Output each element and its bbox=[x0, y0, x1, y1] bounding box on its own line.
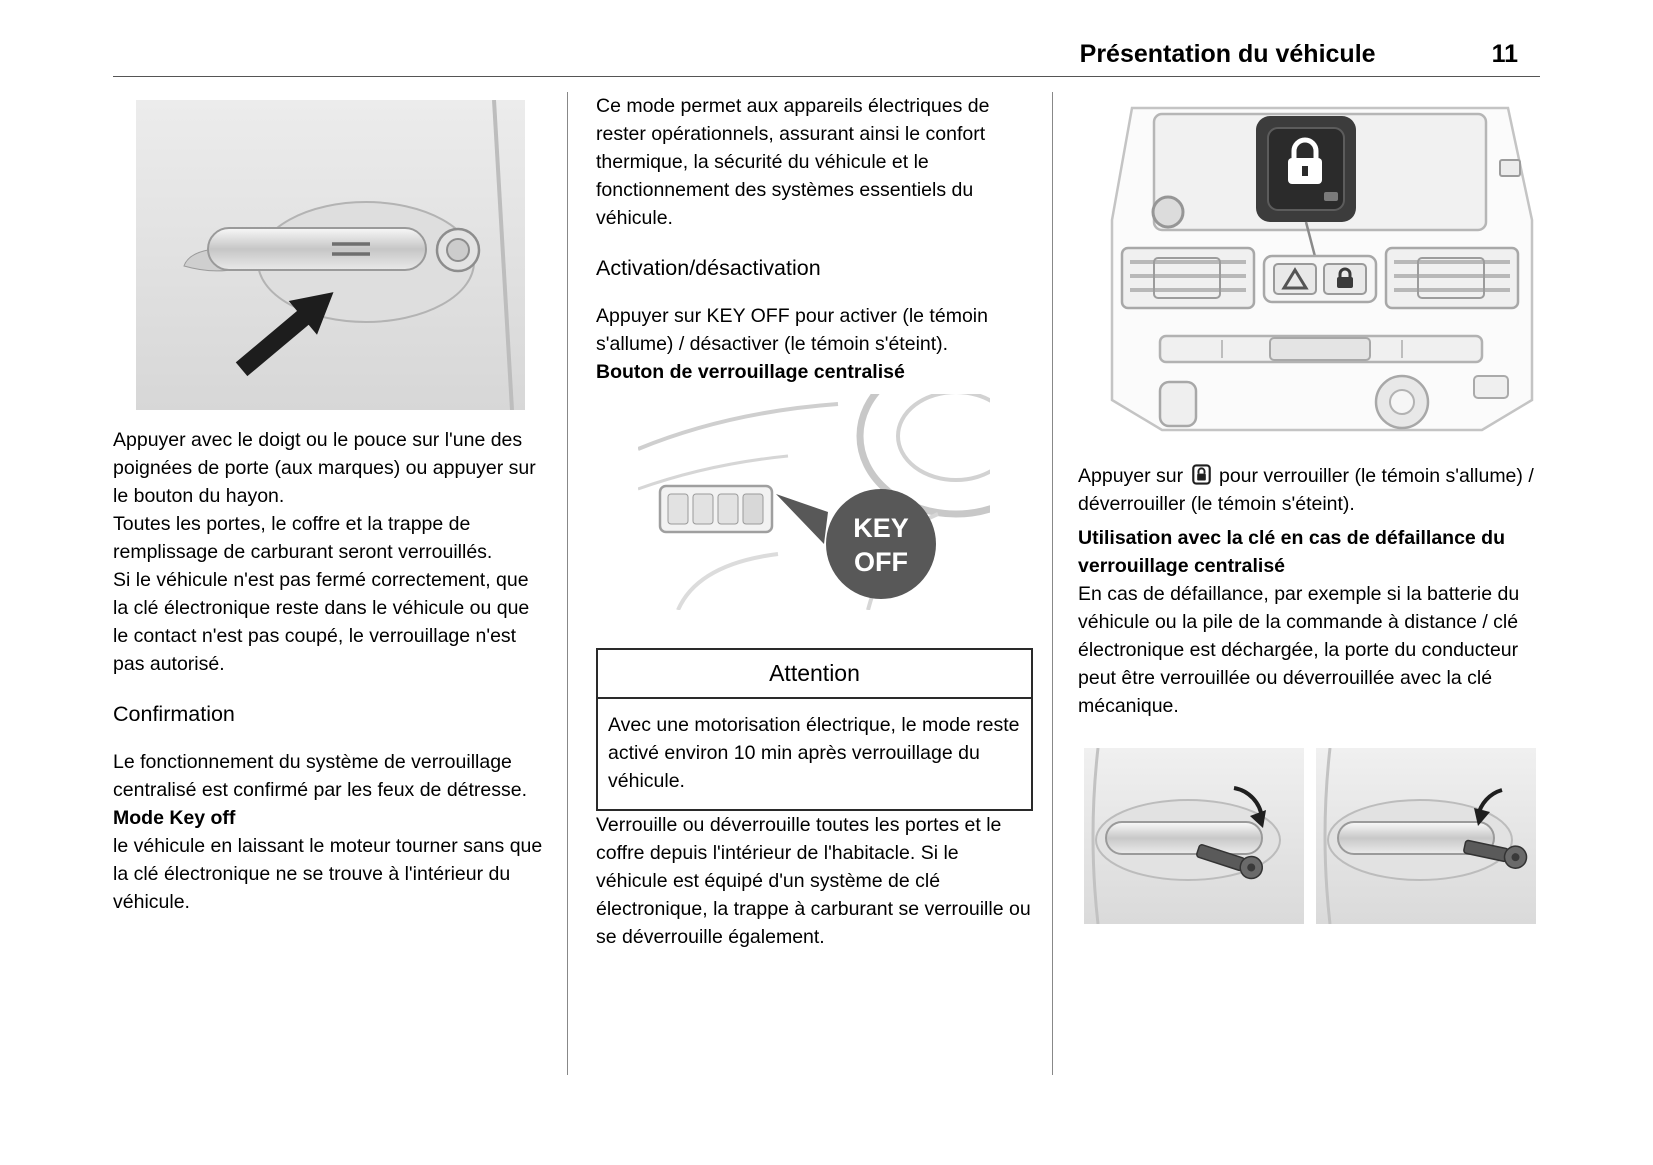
paragraph-text: pour verrouiller (le témoin s'allume) / déverrouiller (le témoin s'éteint). bbox=[1078, 465, 1534, 515]
key-off-label-line2: OFF bbox=[854, 547, 908, 577]
mechanical-key-illustration bbox=[1084, 748, 1536, 924]
door-handle-illustration bbox=[136, 100, 525, 410]
console-switch bbox=[1474, 376, 1508, 398]
paragraph bbox=[1078, 462, 1540, 518]
column-1 bbox=[113, 92, 545, 916]
start-button bbox=[1160, 382, 1196, 426]
paragraph: Appuyer avec le doigt ou le pouce sur l'une des poignées de porte (aux marques) ou appuyer sur le bouton du hayon. bbox=[113, 429, 536, 507]
door-handle bbox=[208, 228, 426, 270]
key-unlock-panel bbox=[1084, 748, 1304, 924]
key-off-callout bbox=[826, 489, 936, 599]
paragraph: Verrouille ou déverrouille toutes les portes et le coffre depuis l'intérieur de l'habitacle. Si le véhicule est équipé d'un système de clé électronique, la trappe à carburant se verrouille ou se déverrouille également. bbox=[596, 814, 1031, 948]
heading-utilisation-cle: Utilisation avec la clé en cas de défaillance du verrouillage centralisé bbox=[1078, 527, 1506, 577]
side-switch bbox=[1500, 160, 1520, 176]
air-vent-right bbox=[1386, 248, 1518, 308]
heading-activation: Activation/désactivation bbox=[596, 256, 821, 280]
page-title: Présentation du véhicule bbox=[1079, 40, 1376, 68]
attention-box bbox=[596, 648, 1033, 811]
page-number: 11 bbox=[1491, 40, 1518, 68]
paragraph: En cas de défaillance, par exemple si la batterie du véhicule ou la pile de la commande à distance / clé électronique est déchargée, la porte du conducteur peut être verrouillée ou déverrouillée avec la clé mécanique. bbox=[1078, 583, 1520, 717]
attention-body: Avec une motorisation électrique, le mode reste activé environ 10 min après verrouillage du véhicule. bbox=[608, 714, 1020, 792]
paragraph: Si le véhicule n'est pas fermé correctement, que la clé électronique reste dans le véhicule ou que le contact n'est pas coupé, le verrouillage n'est pas autorisé. bbox=[113, 569, 530, 675]
hazard-button bbox=[1274, 264, 1316, 294]
heading-confirmation: Confirmation bbox=[113, 702, 235, 726]
central-locking-button bbox=[1324, 264, 1366, 294]
page-header bbox=[113, 40, 1540, 69]
paragraph: Toutes les portes, le coffre et la trappe de remplissage de carburant seront verrouillés. bbox=[113, 513, 493, 563]
heading-bouton-verrouillage: Bouton de verrouillage centralisé bbox=[596, 361, 905, 383]
paragraph: Le fonctionnement du système de verrouillage centralisé est confirmé par les feux de détresse. bbox=[113, 751, 528, 801]
paragraph: le véhicule en laissant le moteur tourner sans que la clé électronique ne se trouve à l'intérieur du véhicule. bbox=[113, 835, 543, 913]
center-console-illustration bbox=[1102, 100, 1538, 432]
column-separator-1 bbox=[567, 92, 568, 1075]
column-3 bbox=[1078, 92, 1540, 924]
paragraph: Ce mode permet aux appareils électriques de rester opérationnels, assurant ainsi le confort thermique, la sécurité du véhicule et le fonctionnement des systèmes essentiels du véhicule. bbox=[596, 95, 990, 229]
lock-icon bbox=[1192, 464, 1211, 485]
attention-title: Attention bbox=[598, 650, 1031, 699]
heading-mode-key-off: Mode Key off bbox=[113, 807, 236, 829]
header-rule bbox=[113, 76, 1540, 77]
key-off-button-illustration bbox=[638, 394, 990, 610]
volume-knob bbox=[1153, 197, 1183, 227]
air-vent-left bbox=[1122, 248, 1254, 308]
paragraph: Appuyer sur KEY OFF pour activer (le témoin s'allume) / désactiver (le témoin s'éteint). bbox=[596, 305, 988, 355]
key-lock-panel bbox=[1316, 748, 1536, 924]
fob-small-button bbox=[1324, 192, 1338, 201]
paragraph-text: Appuyer sur bbox=[1078, 465, 1184, 487]
column-2 bbox=[596, 92, 1033, 951]
key-off-label-line1: KEY bbox=[853, 513, 909, 543]
key-off-button bbox=[743, 494, 763, 524]
column-separator-2 bbox=[1052, 92, 1053, 1075]
